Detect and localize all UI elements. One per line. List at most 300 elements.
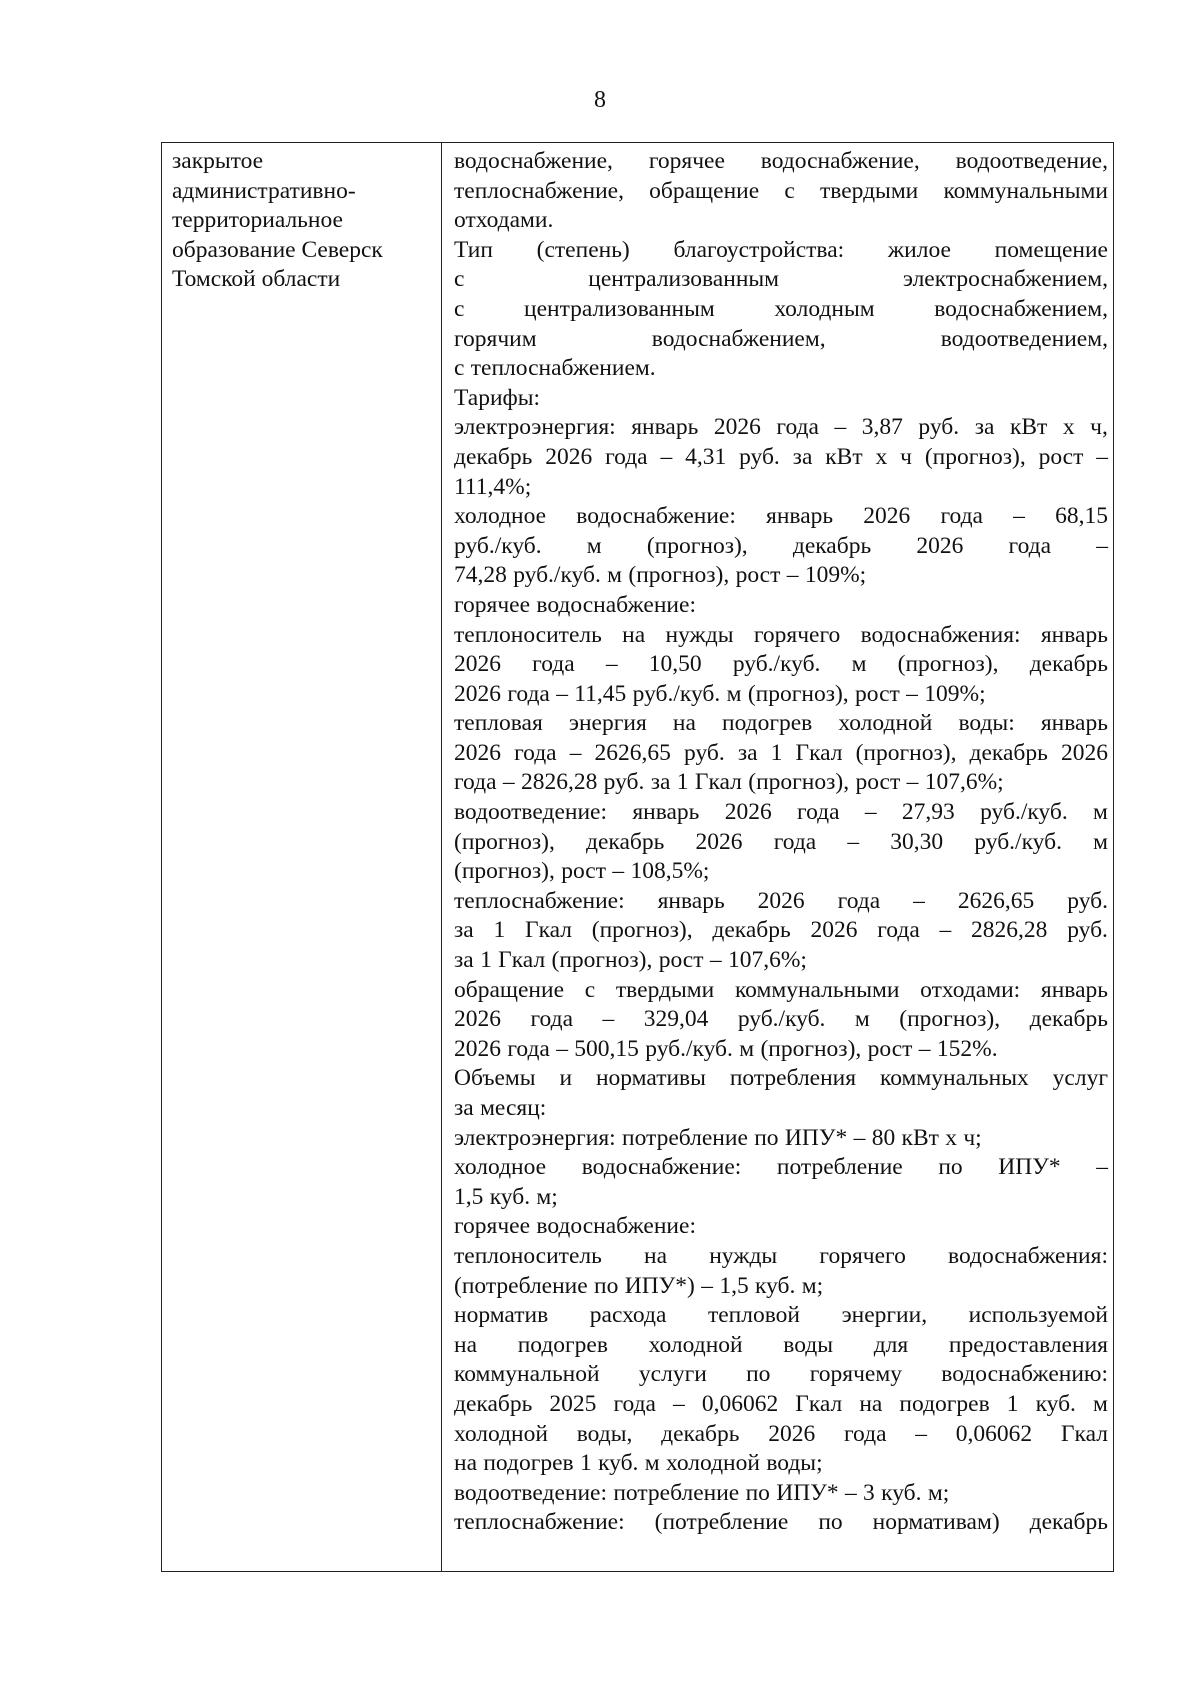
- text-line: [454, 561, 1108, 591]
- word: 2826,28: [520, 769, 598, 796]
- text-line: [454, 976, 1108, 1006]
- word: –: [660, 443, 673, 470]
- word: водоснабжение:: [581, 1154, 742, 1181]
- word: –: [864, 799, 877, 826]
- word: (прогноз),: [628, 562, 730, 589]
- word: тепловой: [707, 1302, 800, 1329]
- word: на: [859, 1390, 883, 1417]
- word: 1: [770, 739, 783, 766]
- text-line: [454, 1360, 1108, 1390]
- word: на: [644, 1242, 668, 1269]
- word: холодной: [454, 1420, 548, 1447]
- text-line: [454, 1064, 1108, 1094]
- word: 74,28: [454, 562, 507, 589]
- word: (степень): [536, 236, 630, 263]
- text-line: [454, 650, 1108, 680]
- word: январь: [631, 414, 699, 441]
- word: водоснабжением,: [934, 295, 1108, 322]
- word: январь: [1040, 976, 1108, 1003]
- word: рост: [855, 769, 901, 796]
- word: м: [1093, 799, 1108, 826]
- word: с: [454, 266, 465, 293]
- word: январь: [1040, 710, 1108, 737]
- word: на: [454, 1450, 478, 1477]
- word: 2026: [545, 443, 593, 470]
- word: –: [915, 1420, 928, 1447]
- word: декабрь: [792, 532, 872, 559]
- word: года: [1008, 532, 1052, 559]
- word: х: [875, 443, 888, 470]
- text-line: [454, 1420, 1108, 1450]
- word: воды,: [576, 1420, 633, 1447]
- text-line: [454, 621, 1108, 651]
- word: –: [853, 1124, 866, 1151]
- text-line: [454, 1212, 1108, 1242]
- word: (прогноз),: [551, 947, 653, 974]
- word: горячее: [454, 1213, 531, 1240]
- word: куб.: [755, 1272, 796, 1299]
- word: 500,15: [574, 1035, 639, 1062]
- word: централизованным: [588, 266, 780, 293]
- word: с: [784, 177, 795, 204]
- word: 2026: [916, 532, 964, 559]
- word: 2026: [713, 414, 761, 441]
- word: (прогноз),: [747, 680, 849, 707]
- word: на: [622, 621, 646, 648]
- word: январь: [766, 503, 834, 530]
- word: 107,6%;: [727, 947, 807, 974]
- word: –: [939, 917, 952, 944]
- text-line: [454, 325, 1108, 355]
- word: м: [607, 562, 623, 589]
- word: руб.: [1067, 917, 1108, 944]
- word: кВт: [825, 443, 863, 470]
- word: 80: [871, 1124, 896, 1151]
- word: обращение: [649, 177, 760, 204]
- word: года: [454, 769, 497, 796]
- word: года: [613, 1390, 656, 1417]
- word: жилое: [887, 236, 951, 263]
- word: за: [454, 917, 474, 944]
- text-line: [454, 1331, 1108, 1361]
- word: за: [792, 443, 813, 470]
- word: электроснабжением,: [902, 266, 1108, 293]
- word: –: [1096, 532, 1108, 559]
- word: с: [584, 976, 596, 1003]
- word: водоснабжению:: [941, 1361, 1108, 1388]
- word: (прогноз),: [760, 1035, 862, 1062]
- text-line: [454, 1242, 1108, 1272]
- word: ИПУ*: [776, 1479, 839, 1506]
- word: Объемы: [454, 1065, 536, 1092]
- word: Гкал: [795, 739, 843, 766]
- page-number: 8: [594, 87, 606, 113]
- word: Тарифы:: [454, 384, 541, 411]
- word: руб.: [918, 414, 960, 441]
- word: 1: [493, 917, 506, 944]
- word: ИПУ*: [784, 1124, 848, 1151]
- word: 30,30: [890, 828, 944, 855]
- text-line: [454, 1183, 1108, 1213]
- word: за: [737, 739, 758, 766]
- word: электроэнергия:: [454, 1124, 616, 1151]
- word: 1,5: [719, 1272, 749, 1299]
- word: горячим: [454, 325, 537, 352]
- word: расхода: [589, 1302, 667, 1329]
- word: теплоснабжение,: [454, 177, 624, 204]
- word: 3: [863, 1479, 875, 1506]
- word: централизованным: [524, 295, 715, 322]
- word: руб./куб.: [980, 799, 1068, 826]
- word: –: [701, 1272, 713, 1299]
- text-line: [454, 473, 1108, 503]
- word: м: [1093, 1390, 1108, 1417]
- word: горячему: [809, 1361, 902, 1388]
- text-line: [454, 887, 1108, 917]
- word: руб./куб.: [974, 828, 1062, 855]
- word: –: [844, 1479, 857, 1506]
- word: года: [773, 828, 817, 855]
- text-line: [454, 1035, 1108, 1065]
- text-line: [454, 206, 1108, 236]
- word: руб./куб.: [732, 651, 821, 678]
- word: за: [650, 769, 671, 796]
- text-line: [454, 680, 1108, 710]
- word: и: [559, 1065, 573, 1092]
- word: ИПУ*: [998, 1154, 1061, 1181]
- word: 4,31: [685, 443, 727, 470]
- word: теплоноситель: [454, 621, 602, 648]
- word: –: [602, 1006, 615, 1033]
- word: коммунальных: [879, 1065, 1029, 1092]
- word: декабрь: [1029, 1509, 1108, 1536]
- word: 2026: [810, 917, 858, 944]
- word: водоснабжение,: [454, 148, 613, 174]
- word: года: [507, 680, 550, 707]
- word: 109%;: [804, 562, 867, 589]
- word: воды:: [958, 710, 1015, 737]
- word: (прогноз),: [924, 443, 1026, 470]
- word: руб.: [603, 769, 645, 796]
- territory-line: административно-: [172, 177, 356, 204]
- text-line: [454, 798, 1108, 828]
- text-line: [454, 739, 1108, 769]
- word: руб.: [739, 443, 780, 470]
- word: руб./куб.: [645, 1035, 733, 1062]
- word: теплоноситель: [454, 1242, 602, 1269]
- word: Гкал: [498, 947, 546, 974]
- word: воды: [783, 1331, 834, 1358]
- word: 27,93: [901, 799, 955, 826]
- text-line: [454, 857, 1108, 887]
- word: благоустройства:: [673, 236, 845, 263]
- word: куб.: [489, 1183, 531, 1210]
- word: водоснабжения:: [860, 621, 1021, 648]
- word: м: [851, 651, 867, 678]
- word: (прогноз),: [897, 651, 999, 678]
- word: м: [854, 1006, 870, 1033]
- word: руб./куб.: [632, 680, 721, 707]
- word: 0,06062: [701, 1390, 779, 1417]
- word: теплоснабжением.: [470, 355, 656, 382]
- text-line: [454, 768, 1108, 798]
- word: потребление: [613, 1479, 740, 1506]
- word: водоснабжение:: [536, 591, 696, 618]
- text-line: [454, 354, 1108, 384]
- word: ч: [900, 443, 912, 470]
- word: отходами.: [454, 207, 554, 234]
- word: с: [454, 355, 465, 382]
- word: х: [945, 1124, 957, 1151]
- text-line: [454, 384, 1108, 414]
- word: водоотведением,: [940, 325, 1108, 352]
- word: 109%;: [924, 680, 986, 707]
- word: по: [594, 1272, 619, 1299]
- word: 0,06062: [955, 1420, 1033, 1447]
- territory-line: Томской области: [172, 266, 341, 293]
- word: Гкал: [1060, 1420, 1108, 1447]
- word: 2026: [454, 651, 501, 678]
- word: 1: [480, 947, 492, 974]
- word: –: [556, 1035, 568, 1062]
- word: руб./куб.: [454, 532, 542, 559]
- word: месяц:: [480, 1095, 547, 1121]
- word: года: [507, 1035, 550, 1062]
- word: –: [709, 947, 722, 974]
- text-line: [454, 1390, 1108, 1420]
- word: куб.: [881, 1479, 922, 1506]
- word: декабрь: [454, 1390, 533, 1417]
- word: водоснабжение:: [576, 503, 736, 530]
- word: года: [776, 414, 819, 441]
- word: 111,4%;: [454, 473, 532, 500]
- word: 1,5: [454, 1183, 484, 1210]
- word: рост: [735, 562, 781, 589]
- tariff-description-cell: [454, 147, 1108, 1538]
- word: предоставления: [948, 1331, 1108, 1358]
- word: твердыми: [819, 177, 919, 204]
- word: горячее: [648, 148, 725, 174]
- word: на: [454, 1331, 478, 1358]
- word: (прогноз),: [454, 858, 555, 885]
- word: –: [569, 739, 582, 766]
- word: –: [1096, 443, 1108, 470]
- word: 2026: [454, 739, 501, 766]
- word: года: [877, 917, 920, 944]
- word: 2026: [695, 828, 743, 855]
- word: 3,87: [861, 414, 903, 441]
- word: –: [834, 414, 847, 441]
- word: (прогноз),: [748, 769, 850, 796]
- text-line: [454, 591, 1108, 621]
- text-line: [454, 1301, 1108, 1331]
- text-line: [454, 916, 1108, 946]
- text-line: [454, 265, 1108, 295]
- word: 107,6%;: [924, 769, 1004, 796]
- word: (прогноз),: [899, 1006, 1001, 1033]
- word: за: [454, 1095, 474, 1121]
- word: –: [1096, 1154, 1108, 1181]
- word: м: [726, 680, 742, 707]
- word: рост: [855, 680, 900, 707]
- word: года: [605, 443, 648, 470]
- word: по: [938, 1154, 963, 1181]
- word: подогрев: [899, 1390, 990, 1417]
- word: (прогноз),: [855, 739, 957, 766]
- word: –: [786, 562, 799, 589]
- text-line: [454, 1479, 1108, 1509]
- word: холодной: [648, 1331, 743, 1358]
- word: декабрь: [661, 1420, 740, 1447]
- column-divider: [441, 143, 442, 1571]
- word: январь: [1040, 621, 1108, 648]
- word: водоснабжение,: [760, 148, 920, 174]
- word: х: [1062, 414, 1075, 441]
- text-line: [454, 1124, 1108, 1154]
- word: 68,15: [1055, 503, 1108, 530]
- word: по: [818, 1509, 843, 1536]
- word: водоотведение:: [454, 799, 608, 826]
- word: холодным: [774, 295, 875, 322]
- word: –: [612, 858, 625, 885]
- word: 2025: [549, 1390, 597, 1417]
- word: руб./куб.: [513, 562, 601, 589]
- word: 1: [1006, 1390, 1019, 1417]
- word: норматив: [454, 1302, 549, 1329]
- word: 1: [676, 769, 689, 796]
- text-line: [454, 946, 1108, 976]
- word: м: [1093, 828, 1108, 855]
- word: услуг: [1052, 1065, 1108, 1092]
- word: руб./куб.: [737, 1006, 826, 1033]
- word: потребление: [622, 1124, 748, 1151]
- word: м;: [536, 1183, 558, 1210]
- territory-line: закрытое: [172, 148, 264, 174]
- word: горячее: [454, 591, 531, 618]
- word: Гкал: [525, 917, 573, 944]
- text-line: [454, 443, 1108, 473]
- territory-cell: [172, 147, 434, 295]
- word: –: [847, 828, 860, 855]
- word: декабрь: [1029, 1006, 1108, 1033]
- word: Гкал: [795, 1390, 843, 1417]
- word: холодной: [838, 710, 933, 737]
- word: –: [1013, 503, 1025, 530]
- word: теплоснабжение:: [454, 887, 625, 914]
- word: твердыми: [615, 976, 715, 1003]
- word: –: [913, 887, 925, 914]
- word: 2826,28: [971, 917, 1048, 944]
- word: года: [530, 1006, 573, 1033]
- word: 2026: [454, 680, 501, 707]
- word: (потребление: [454, 1272, 588, 1299]
- word: –: [673, 1390, 685, 1417]
- word: водоотведение,: [955, 148, 1108, 174]
- word: 152%.: [936, 1035, 998, 1062]
- word: руб.: [1067, 887, 1108, 914]
- word: подогрев: [483, 1450, 574, 1477]
- word: (прогноз),: [591, 917, 693, 944]
- text-line: [454, 709, 1108, 739]
- word: услуги: [638, 1361, 707, 1388]
- word: теплоснабжение:: [454, 1509, 625, 1536]
- word: подогрев: [517, 1331, 608, 1358]
- text-line: [454, 1449, 1108, 1479]
- word: года: [837, 887, 881, 914]
- word: (прогноз),: [454, 828, 555, 855]
- text-line: [454, 828, 1108, 858]
- word: нормативам): [872, 1509, 1000, 1536]
- text-line: [454, 532, 1108, 562]
- word: м: [586, 532, 602, 559]
- word: холодной: [666, 1450, 760, 1477]
- word: ИПУ*): [624, 1272, 695, 1299]
- territory-line: территориальное: [172, 207, 343, 234]
- word: м;: [801, 1272, 824, 1299]
- word: 10,50: [648, 651, 702, 678]
- word: 2026: [757, 887, 805, 914]
- word: (прогноз),: [646, 532, 748, 559]
- text-line: [454, 1508, 1108, 1538]
- word: куб.: [598, 1450, 639, 1477]
- word: года: [940, 503, 983, 530]
- word: –: [918, 1035, 931, 1062]
- word: 2626,65: [594, 739, 671, 766]
- word: нужды: [709, 1242, 778, 1269]
- tariff-table: [161, 142, 1114, 1572]
- word: коммунальными: [943, 177, 1108, 204]
- word: Гкал: [694, 769, 742, 796]
- word: декабрь: [712, 917, 791, 944]
- word: рост: [561, 858, 606, 885]
- word: 2026: [1060, 739, 1108, 766]
- word: 2026: [454, 1006, 501, 1033]
- word: коммунальной: [454, 1361, 600, 1388]
- word: руб.: [684, 739, 725, 766]
- word: 329,04: [643, 1006, 709, 1033]
- word: 2026: [863, 503, 911, 530]
- word: –: [556, 680, 568, 707]
- word: 2026: [454, 1035, 501, 1062]
- word: года: [514, 739, 557, 766]
- word: энергия: [568, 710, 647, 737]
- word: январь: [632, 799, 700, 826]
- word: отходами:: [920, 976, 1021, 1003]
- word: нужды: [665, 621, 734, 648]
- text-line: [454, 502, 1108, 532]
- word: декабрь: [454, 443, 533, 470]
- word: используемой: [968, 1302, 1108, 1329]
- text-line: [454, 147, 1108, 177]
- word: декабрь: [586, 828, 665, 855]
- word: водоснабжение:: [536, 1213, 696, 1240]
- word: воды;: [766, 1450, 823, 1477]
- text-line: [454, 1153, 1108, 1183]
- word: ч,: [1090, 414, 1108, 441]
- word: за: [974, 414, 995, 441]
- word: кВт: [1009, 414, 1048, 441]
- word: 108,5%;: [630, 858, 710, 885]
- word: для: [873, 1331, 909, 1358]
- word: м: [739, 1035, 755, 1062]
- word: по: [754, 1124, 779, 1151]
- text-line: [454, 236, 1108, 266]
- word: 2626,65: [957, 887, 1035, 914]
- word: горячего: [819, 1242, 906, 1269]
- word: декабрь: [969, 739, 1048, 766]
- word: нормативы: [595, 1065, 706, 1092]
- text-line: [454, 1272, 1108, 1302]
